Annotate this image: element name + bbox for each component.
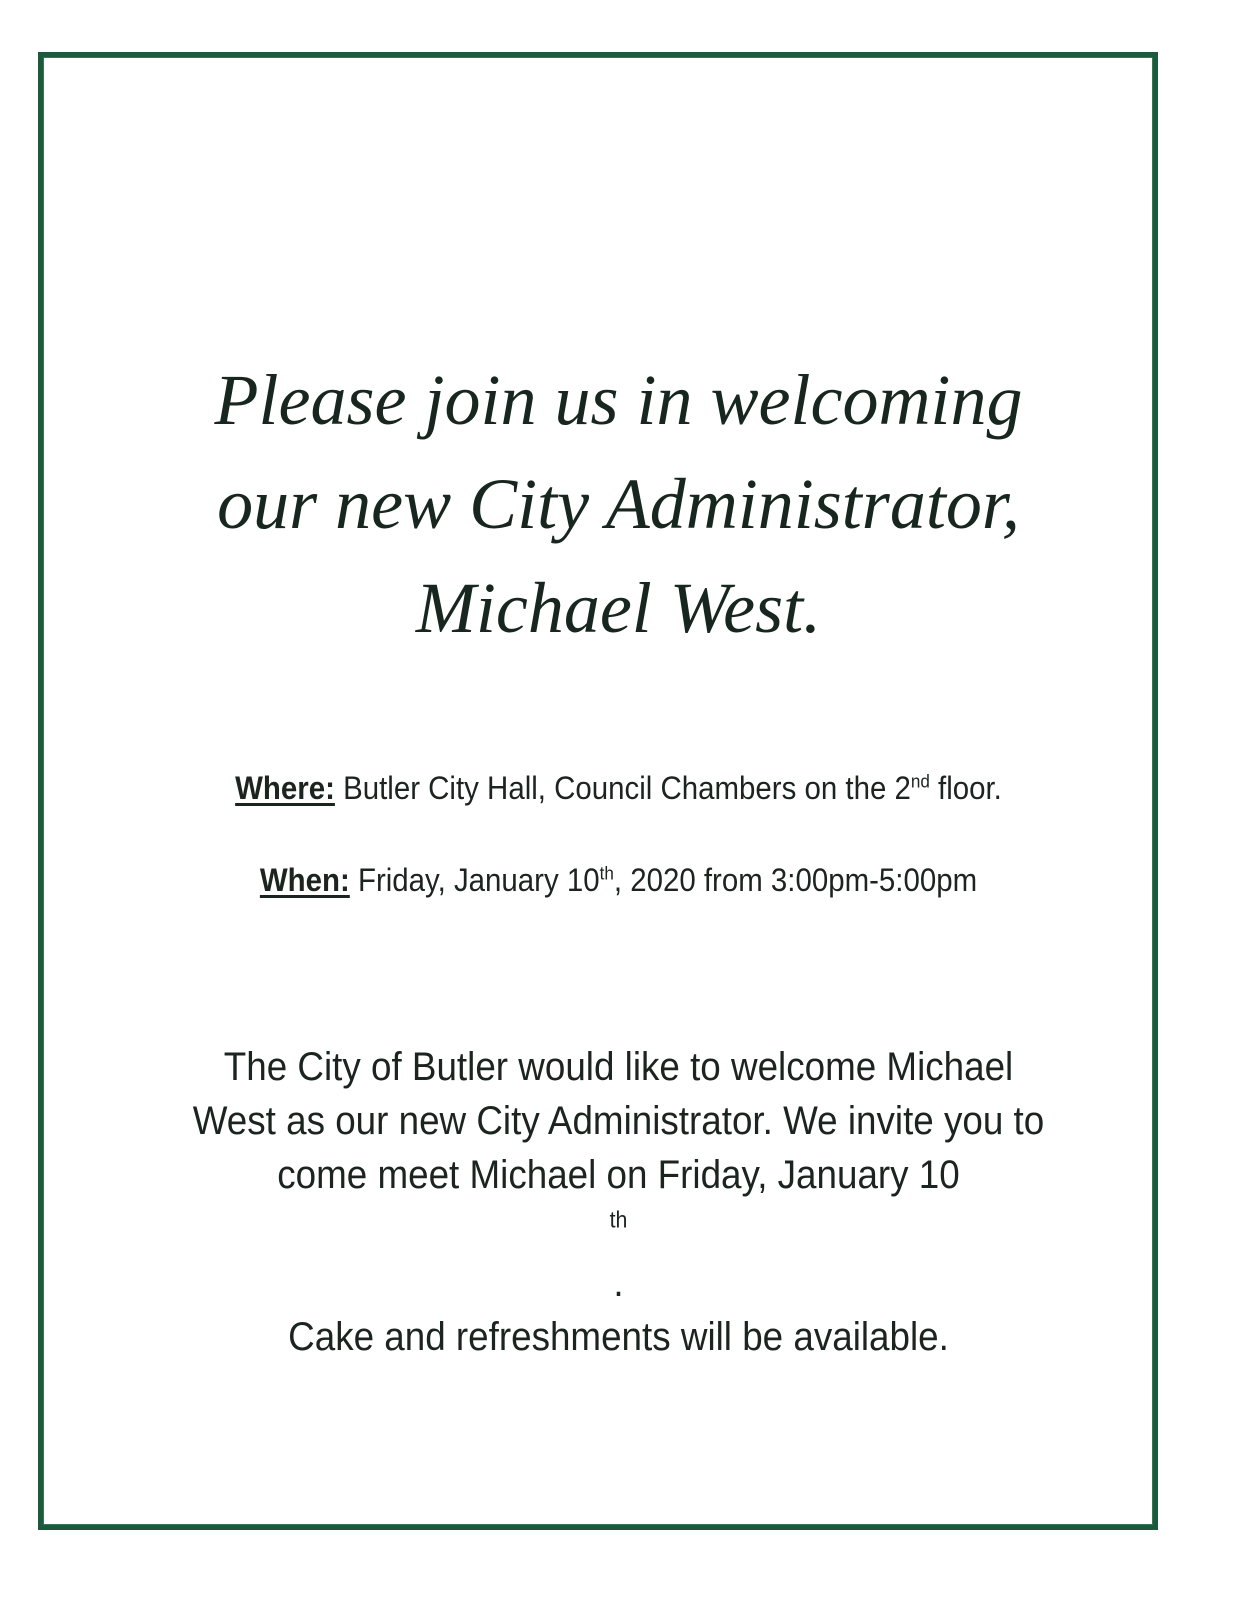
body-line-2: West as our new City Administrator. We invite you to bbox=[192, 1099, 1045, 1143]
when-label: When: bbox=[259, 862, 350, 898]
body-line-3 bbox=[49, 1148, 1187, 1310]
where-label: Where: bbox=[235, 770, 335, 806]
when-line bbox=[49, 862, 1187, 899]
where-text-main: Butler City Hall, Council Chambers on the 2 bbox=[343, 770, 911, 806]
body-line-3-superscript: th bbox=[609, 1206, 628, 1233]
body-line-3-main: come meet Michael on Friday, January 10 bbox=[277, 1153, 960, 1197]
body-line-3-end: . bbox=[613, 1261, 624, 1305]
when-text-end: , 2020 from 3:00pm-5:00pm bbox=[613, 862, 978, 898]
where-superscript: nd bbox=[910, 770, 930, 792]
where-text-end: floor. bbox=[929, 770, 1002, 806]
body-line-4: Cake and refreshments will be available. bbox=[288, 1315, 949, 1359]
invitation-heading bbox=[0, 348, 1237, 660]
body-line-1: The City of Butler would like to welcome Michael bbox=[223, 1045, 1014, 1089]
where-line bbox=[49, 770, 1187, 807]
when-superscript: th bbox=[599, 862, 614, 884]
heading-line-2: our new City Administrator, bbox=[217, 464, 1020, 544]
heading-line-1: Please join us in welcoming bbox=[214, 360, 1023, 440]
heading-line-3: Michael West. bbox=[415, 568, 822, 648]
when-text bbox=[358, 862, 977, 898]
welcome-paragraph bbox=[49, 1040, 1187, 1364]
where-text bbox=[343, 770, 1002, 806]
when-text-main: Friday, January 10 bbox=[357, 862, 600, 898]
